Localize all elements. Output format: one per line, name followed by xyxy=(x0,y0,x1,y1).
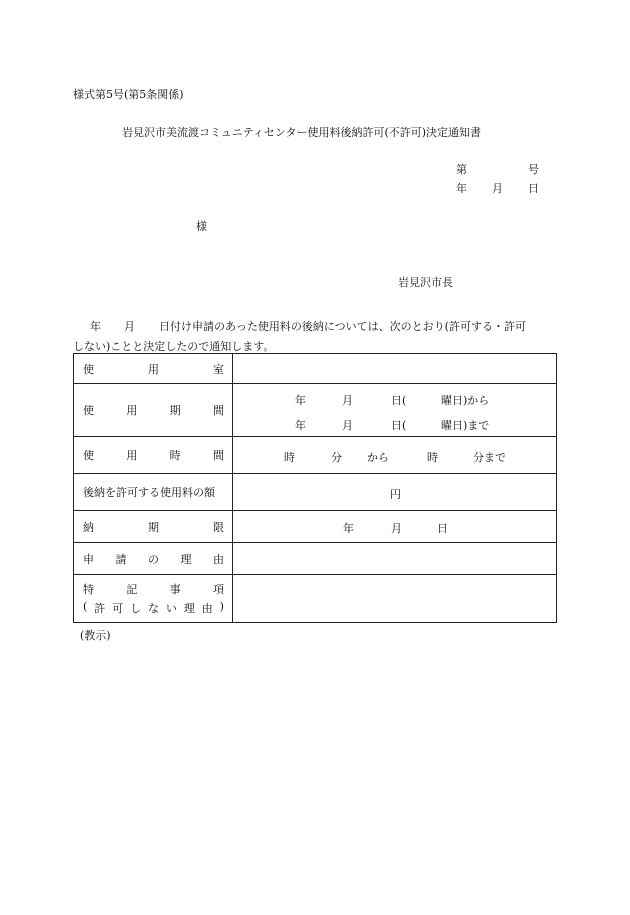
row-fee xyxy=(74,474,557,511)
reason-label-char: の xyxy=(148,552,159,566)
period-label-char: 使 xyxy=(83,404,94,417)
reason-label-char: 由 xyxy=(213,552,224,566)
reason-label-char: 請 xyxy=(115,552,127,566)
notes-sub-char: ( xyxy=(83,600,88,613)
reason-value xyxy=(233,543,557,575)
notes-sub-char: ) xyxy=(219,600,224,613)
notes-sub-char: な xyxy=(147,602,159,615)
time-label-char: 用 xyxy=(126,449,138,462)
doc-number-go: 号 xyxy=(528,163,539,176)
notes-label-char: 記 xyxy=(126,583,138,596)
room-label xyxy=(74,354,233,384)
notes-label-char: 項 xyxy=(212,583,224,596)
doc-date-day: 日 xyxy=(528,182,539,195)
body-year: 年 xyxy=(90,320,101,333)
notes-sub-char: 理 xyxy=(183,602,195,615)
notes-value xyxy=(233,575,557,623)
time-hour1: 時 xyxy=(284,451,295,464)
deadline-label xyxy=(74,511,233,543)
period-to-day: 日( xyxy=(391,419,407,432)
deadline-label-char: 限 xyxy=(213,520,224,534)
document-title: 岩見沢市美流渡コミュニティセンター使用料後納許可(不許可)決定通知書 xyxy=(122,126,482,139)
period-label xyxy=(74,384,233,437)
fee-label xyxy=(74,474,233,511)
time-label-char: 使 xyxy=(83,449,94,462)
row-room xyxy=(74,354,557,384)
form-number: 様式第5号(第5条関係) xyxy=(73,88,184,101)
decision-table xyxy=(73,353,557,623)
fee-label-text: 後納を許可する使用料の額 xyxy=(83,486,215,499)
notes-sub-char: 可 xyxy=(112,602,124,615)
notes-sub-char: 由 xyxy=(201,602,213,615)
time-hour2: 時 xyxy=(427,451,438,464)
deadline-month: 月 xyxy=(391,522,402,535)
row-time xyxy=(74,437,557,474)
room-value xyxy=(233,354,557,384)
fee-unit: 円 xyxy=(390,488,401,501)
doc-date-year: 年 xyxy=(456,182,467,195)
deadline-day: 日 xyxy=(437,522,448,535)
doc-number-dai: 第 xyxy=(456,163,467,176)
deadline-year: 年 xyxy=(343,522,354,535)
body-month: 月 xyxy=(124,320,135,333)
time-label-char: 時 xyxy=(169,449,181,462)
notes-label xyxy=(74,575,233,623)
fee-value xyxy=(233,474,557,511)
time-min2: 分まで xyxy=(473,451,506,464)
notes-sub-char: い xyxy=(165,602,177,615)
period-from-year: 年 xyxy=(295,394,306,407)
room-label-char: 用 xyxy=(148,362,159,376)
issuer: 岩見沢市長 xyxy=(398,276,453,289)
room-label-char: 使 xyxy=(83,362,94,376)
period-from-month: 月 xyxy=(342,394,353,407)
reason-label-char: 理 xyxy=(180,552,192,566)
reason-label-char: 申 xyxy=(83,552,94,566)
instruction-heading: (教示) xyxy=(80,629,111,642)
doc-date-month: 月 xyxy=(492,182,503,195)
period-label-char: 間 xyxy=(212,404,224,417)
period-to-year: 年 xyxy=(295,419,306,432)
notes-label-char: 事 xyxy=(169,583,181,596)
row-reason xyxy=(74,543,557,575)
time-min1: 分 xyxy=(331,451,342,464)
notes-sub-char: 許 xyxy=(94,602,106,615)
period-to-weekday: 曜日)まで xyxy=(441,419,490,432)
time-value xyxy=(233,437,557,474)
body-line1: 日付け申請のあった使用料の後納については、次のとおり(許可する・許可 xyxy=(159,320,526,333)
notes-sub-char: し xyxy=(130,602,142,615)
period-from-weekday: 曜日)から xyxy=(441,394,490,407)
deadline-label-char: 期 xyxy=(148,520,159,534)
period-to-month: 月 xyxy=(342,419,353,432)
period-value xyxy=(233,384,557,437)
period-from-day: 日( xyxy=(391,394,407,407)
time-label xyxy=(74,437,233,474)
deadline-label-char: 納 xyxy=(83,520,94,534)
period-label-char: 用 xyxy=(126,404,138,417)
room-label-char: 室 xyxy=(213,362,224,376)
body-line2: しない)ことと決定したので通知します。 xyxy=(73,340,275,353)
time-label-char: 間 xyxy=(212,449,224,462)
row-notes xyxy=(74,575,557,623)
row-deadline xyxy=(74,511,557,543)
period-label-char: 期 xyxy=(169,404,181,417)
reason-label xyxy=(74,543,233,575)
notes-label-char: 特 xyxy=(83,583,94,596)
time-kara: から xyxy=(367,451,389,464)
deadline-value xyxy=(233,511,557,543)
addressee-suffix: 様 xyxy=(196,220,207,233)
row-period xyxy=(74,384,557,437)
